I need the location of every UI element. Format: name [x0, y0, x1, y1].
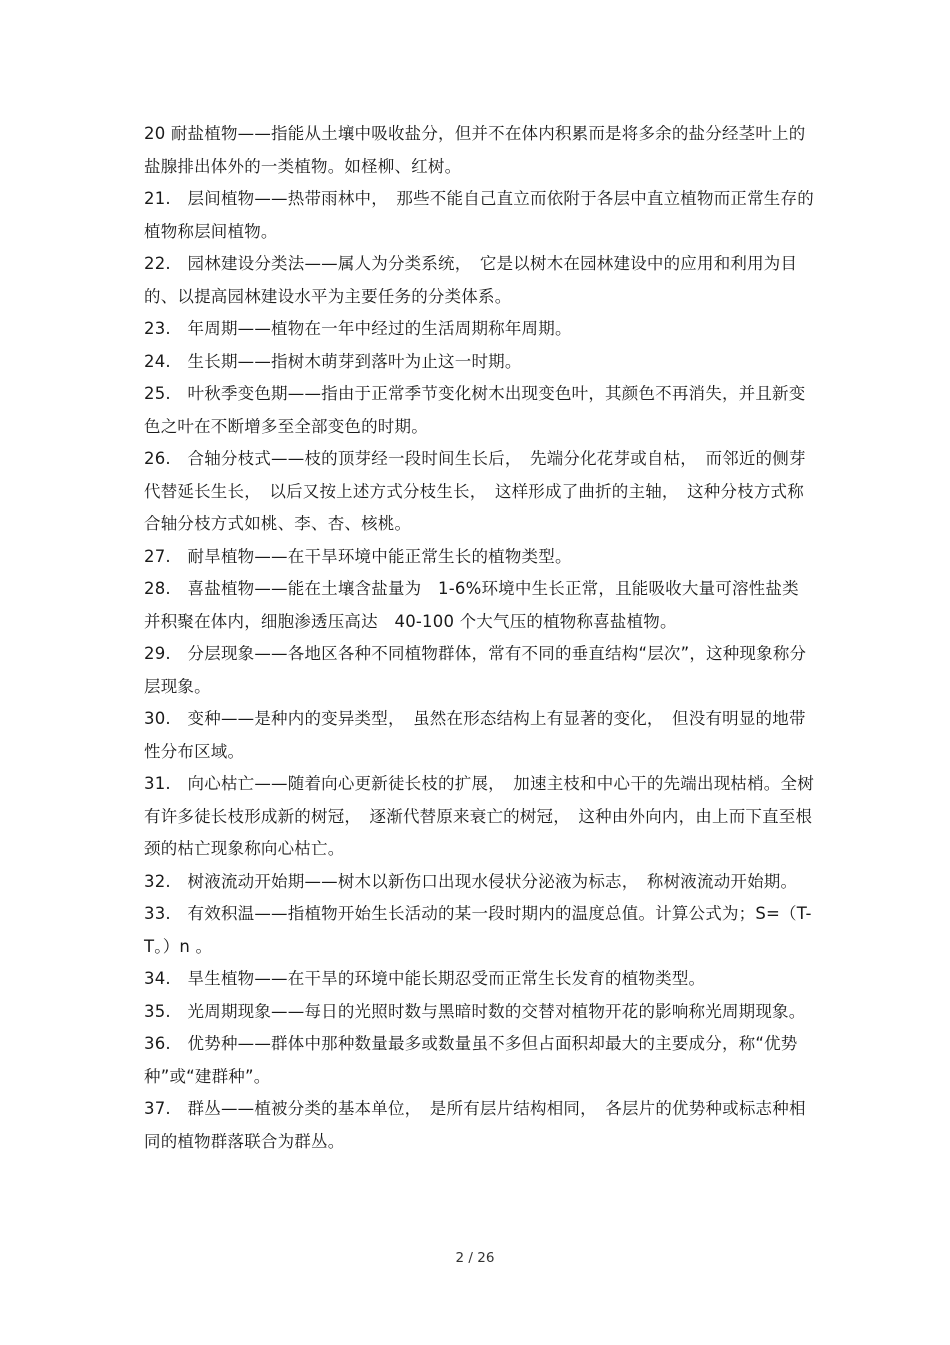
glossary-entry-32: 32. 树液流动开始期——树木以新伤口出现水侵状分泌液为标志， 称树液流动开始期。 — [144, 871, 798, 891]
glossary-entry-26: 26. 合轴分枝式——枝的顶芽经一段时间生长后， 先端分化花芽或自枯， 而邻近的侧芽代替延长生长， 以后又按上述方式分枝生长， 这样形成了曲折的主轴， 这种分枝方式称合轴分枝方式如桃、李、杏、核桃。 — [144, 449, 806, 533]
glossary-entry-27: 27. 耐旱植物——在干旱环境中能正常生长的植物类型。 — [144, 546, 572, 566]
glossary-entry-31: 31. 向心枯亡——随着向心更新徒长枝的扩展， 加速主枝和中心干的先端出现枯梢。全树有许多徒长枝形成新的树冠， 逐渐代替原来衰亡的树冠， 这种由外向内，由上而下直至根颈的枯亡现象称向心枯亡。 — [144, 774, 814, 858]
glossary-entry-34: 34. 旱生植物——在干旱的环境中能长期忍受而正常生长发育的植物类型。 — [144, 969, 706, 988]
glossary-entry-22: 22. 园林建设分类法——属人为分类系统， 它是以树木在园林建设中的应用和利用为目的、以提高园林建设水平为主要任务的分类体系。 — [144, 254, 798, 306]
glossary-entry-25: 25. 叶秋季变色期——指由于正常季节变化树木出现变色叶，其颜色不再消失，并且新变色之叶在不断增多至全部变色的时期。 — [144, 384, 806, 436]
glossary-entry-36: 36. 优势种——群体中那种数量最多或数量虽不多但占面积却最大的主要成分，称“优势种”或“建群种”。 — [144, 1034, 798, 1086]
glossary-entry-21: 21. 层间植物——热带雨林中， 那些不能自己直立而依附于各层中直立植物而正常生存的植物称层间植物。 — [144, 189, 814, 241]
glossary-entry-33: 33. 有效积温——指植物开始生长活动的某一段时期内的温度总值。计算公式为；S=（T-T。）n 。 — [144, 904, 812, 956]
page-number: 2 / 26 — [455, 1250, 495, 1266]
glossary-content — [144, 118, 814, 1158]
glossary-entry-28: 28. 喜盐植物——能在土壤含盐量为 1-6%环境中生长正常，且能吸收大量可溶性盐类并积聚在体内，细胞渗透压高达 40-100 个大气压的植物称喜盐植物。 — [144, 579, 799, 631]
glossary-entry-35: 35. 光周期现象——每日的光照时数与黑暗时数的交替对植物开花的影响称光周期现象。 — [144, 1001, 806, 1021]
glossary-entry-37: 37. 群丛——植被分类的基本单位， 是所有层片结构相同， 各层片的优势种或标志种相同的植物群落联合为群丛。 — [144, 1099, 806, 1151]
glossary-entry-30: 30. 变种——是种内的变异类型， 虽然在形态结构上有显著的变化， 但没有明显的地带性分布区域。 — [144, 709, 806, 761]
glossary-entry-24: 24. 生长期——指树木萌芽到落叶为止这一时期。 — [144, 351, 522, 371]
glossary-entry-20: 20 耐盐植物——指能从土壤中吸收盐分，但并不在体内积累而是将多余的盐分经茎叶上的盐腺排出体外的一类植物。如柽柳、红树。 — [144, 124, 806, 176]
glossary-entry-23: 23. 年周期——植物在一年中经过的生活周期称年周期。 — [144, 319, 572, 338]
glossary-entry-29: 29. 分层现象——各地区各种不同植物群体，常有不同的垂直结构“层次”，这种现象称分层现象。 — [144, 644, 807, 696]
